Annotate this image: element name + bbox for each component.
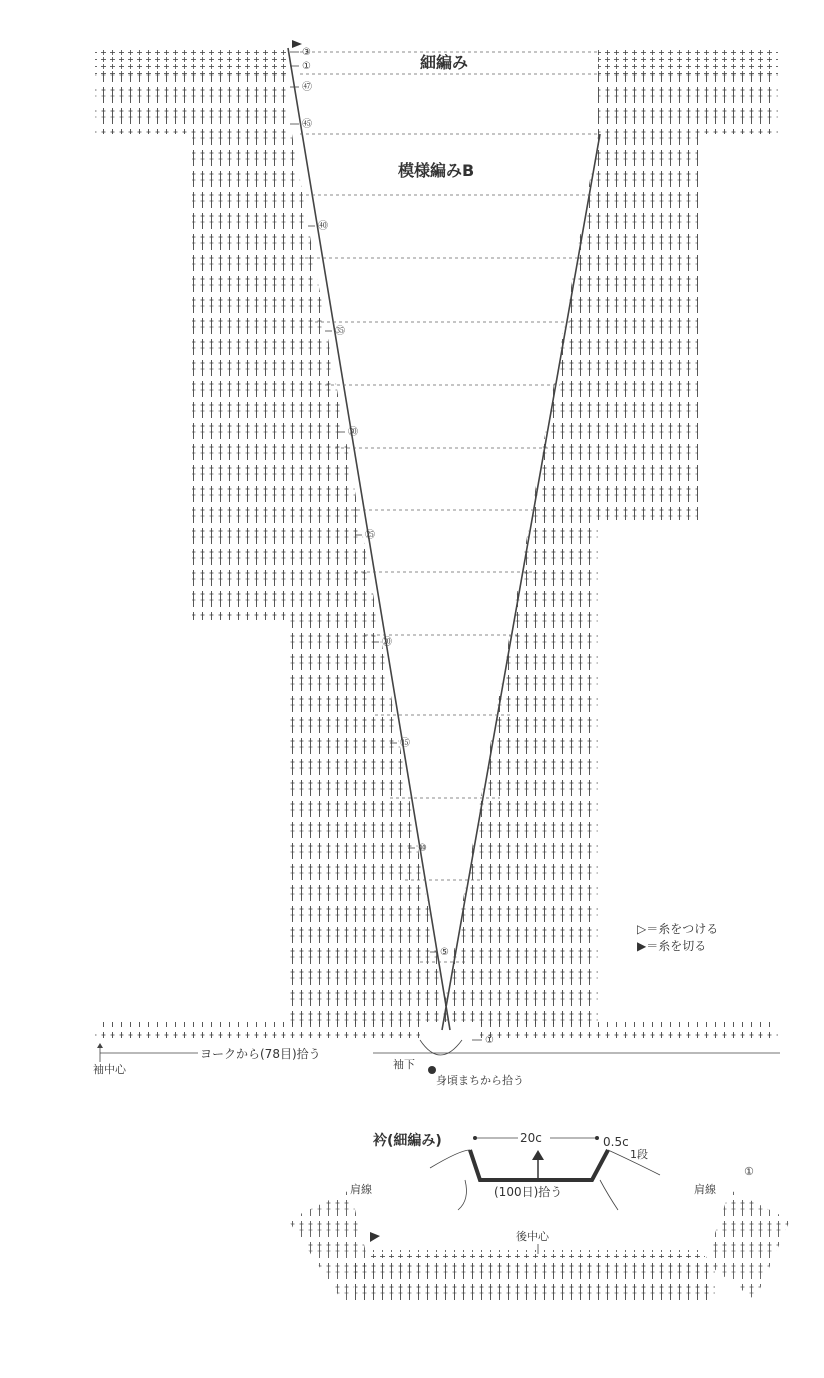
row-marker: ㉕ xyxy=(365,530,375,541)
row-marker: ㉟ xyxy=(335,326,345,337)
row-marker: ⑤ xyxy=(440,947,449,958)
stitch-grid-right-sleeve xyxy=(598,134,698,520)
pattern-b-label: 模様編みB xyxy=(398,161,475,180)
shoulder-line-left: 肩線 xyxy=(350,1183,372,1196)
cut-yarn-triangle-top xyxy=(292,40,302,48)
stitch-grid-right-top xyxy=(598,48,778,134)
collar-depth-label: 0.5c xyxy=(603,1135,629,1149)
stitch-grid-right-body xyxy=(440,134,598,1030)
collar-schematic xyxy=(372,1130,660,1210)
back-center-label: 後中心 xyxy=(516,1230,549,1243)
collar-title: 衿(細編み) xyxy=(373,1133,442,1149)
legend-attach-yarn: ▷＝糸をつける xyxy=(637,922,719,936)
collar-pickup-label: (100日)拾う xyxy=(494,1185,563,1199)
gusset-point-dot xyxy=(428,1066,436,1074)
row-marker: ⑮ xyxy=(400,738,410,749)
body-gusset-pickup-label: 身頃まちから拾う xyxy=(436,1074,524,1087)
row-marker: ㊺ xyxy=(302,119,312,130)
pickup-annotation xyxy=(93,1040,780,1087)
collar-rows-label: 1段 xyxy=(630,1148,648,1161)
row-marker: ⑩ xyxy=(418,843,427,854)
pickup-note: ヨークから(78目)拾う xyxy=(200,1047,321,1061)
row-marker: ㊵ xyxy=(318,221,328,232)
row-marker: ③ xyxy=(302,47,311,58)
attach-yarn-triangle xyxy=(370,1232,380,1242)
row-marker: ① xyxy=(485,1035,494,1046)
legend-cut-yarn: ▶＝糸を切る xyxy=(637,939,707,953)
stitch-grid-left-body xyxy=(290,134,450,1030)
row-marker: ㊼ xyxy=(302,82,312,93)
collar-width-label: 20c xyxy=(520,1131,542,1145)
legend xyxy=(637,922,718,953)
row-marker: ① xyxy=(302,61,311,72)
row-marker: ㉚ xyxy=(348,427,358,438)
stitch-grid-bottom-band xyxy=(95,1022,778,1038)
stitch-grid-left-sleeve xyxy=(192,134,290,620)
row-marker: ⑳ xyxy=(382,637,392,648)
shoulder-line-right: 肩線 xyxy=(694,1183,716,1196)
underarm-label: 袖下 xyxy=(393,1058,415,1071)
single-crochet-label: 細編み xyxy=(420,53,469,72)
collar-row-marker: ① xyxy=(744,1165,754,1178)
stitch-grid-left-top xyxy=(95,48,290,134)
sleeve-center-label: 袖中心 xyxy=(93,1063,126,1076)
